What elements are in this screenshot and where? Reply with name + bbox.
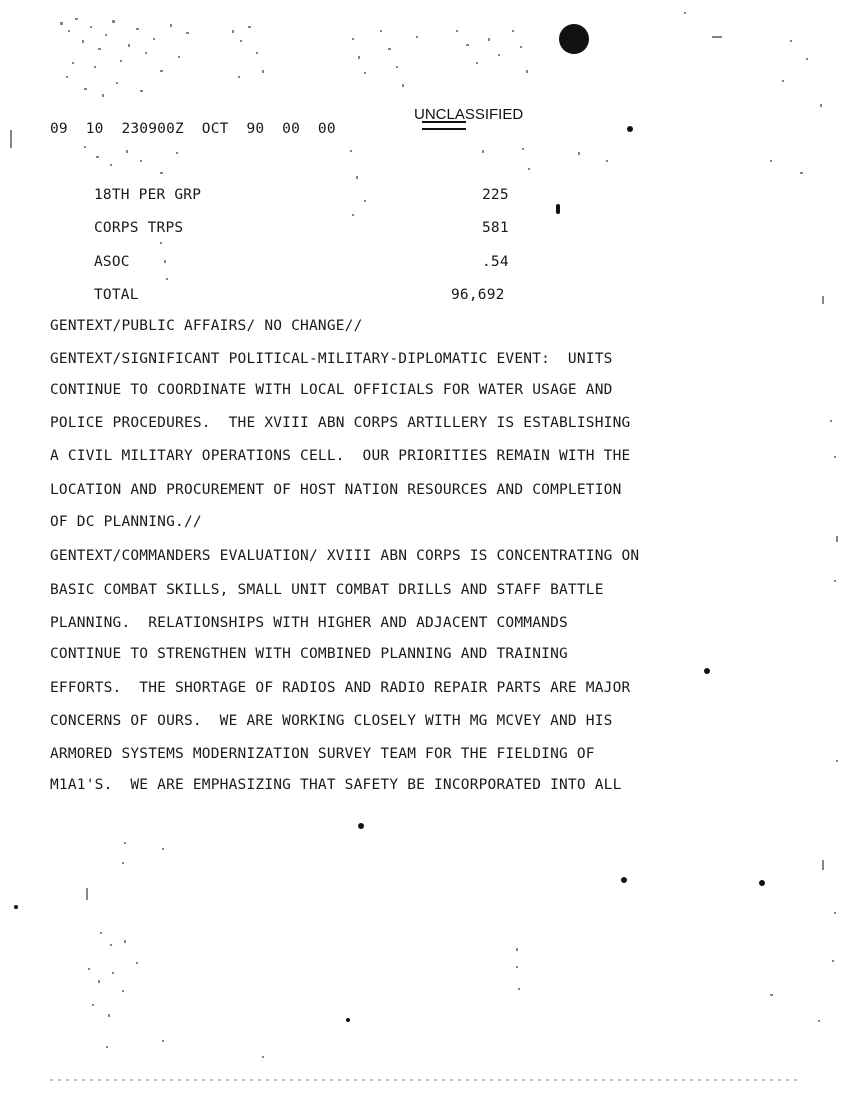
scan-speck <box>759 880 765 886</box>
body-line: OF DC PLANNING.// <box>50 514 202 530</box>
scan-blot <box>559 24 589 54</box>
scan-speck <box>704 668 710 674</box>
table-row-value: 96,692 <box>451 287 505 303</box>
body-line: GENTEXT/SIGNIFICANT POLITICAL-MILITARY-DIPLOMATIC EVENT: UNITS <box>50 351 613 367</box>
table-row-value: .54 <box>482 254 509 270</box>
body-line: LOCATION AND PROCUREMENT OF HOST NATION RESOURCES AND COMPLETION <box>50 482 622 498</box>
body-line: M1A1'S. WE ARE EMPHASIZING THAT SAFETY BE INCORPORATED INTO ALL <box>50 777 622 793</box>
table-row-unit: TOTAL <box>94 287 139 303</box>
scan-speck <box>14 905 18 909</box>
table-row-value: 581 <box>482 220 509 236</box>
table-row-value: 225 <box>482 187 509 203</box>
body-line: BASIC COMBAT SKILLS, SMALL UNIT COMBAT DRILLS AND STAFF BATTLE <box>50 582 604 598</box>
classification-stamp: UNCLASSIFIED <box>414 106 524 123</box>
scan-speck <box>358 823 364 829</box>
scan-speck <box>346 1018 350 1022</box>
table-row-unit: ASOC <box>94 254 130 270</box>
body-line: CONCERNS OF OURS. WE ARE WORKING CLOSELY WITH MG MCVEY AND HIS <box>50 713 613 729</box>
scan-speck <box>627 126 633 132</box>
table-row-unit: 18TH PER GRP <box>94 187 202 203</box>
header-line: 09 10 230900Z OCT 90 00 00 <box>50 121 336 137</box>
struck-out-code <box>422 121 466 130</box>
body-line: GENTEXT/COMMANDERS EVALUATION/ XVIII ABN CORPS IS CONCENTRATING ON <box>50 548 640 564</box>
body-line: PLANNING. RELATIONSHIPS WITH HIGHER AND ADJACENT COMMANDS <box>50 615 568 631</box>
body-line: ARMORED SYSTEMS MODERNIZATION SURVEY TEAM FOR THE FIELDING OF <box>50 746 595 762</box>
table-row-unit: CORPS TRPS <box>94 220 184 236</box>
body-line: A CIVIL MILITARY OPERATIONS CELL. OUR PRIORITIES REMAIN WITH THE <box>50 448 631 464</box>
body-line: GENTEXT/PUBLIC AFFAIRS/ NO CHANGE// <box>50 318 363 334</box>
scan-speck <box>556 204 560 214</box>
body-line: CONTINUE TO COORDINATE WITH LOCAL OFFICIALS FOR WATER USAGE AND <box>50 382 613 398</box>
body-line: CONTINUE TO STRENGTHEN WITH COMBINED PLANNING AND TRAINING <box>50 646 568 662</box>
scan-speck <box>621 877 627 883</box>
body-line: EFFORTS. THE SHORTAGE OF RADIOS AND RADIO REPAIR PARTS ARE MAJOR <box>50 680 631 696</box>
body-line: POLICE PROCEDURES. THE XVIII ABN CORPS ARTILLERY IS ESTABLISHING <box>50 415 631 431</box>
